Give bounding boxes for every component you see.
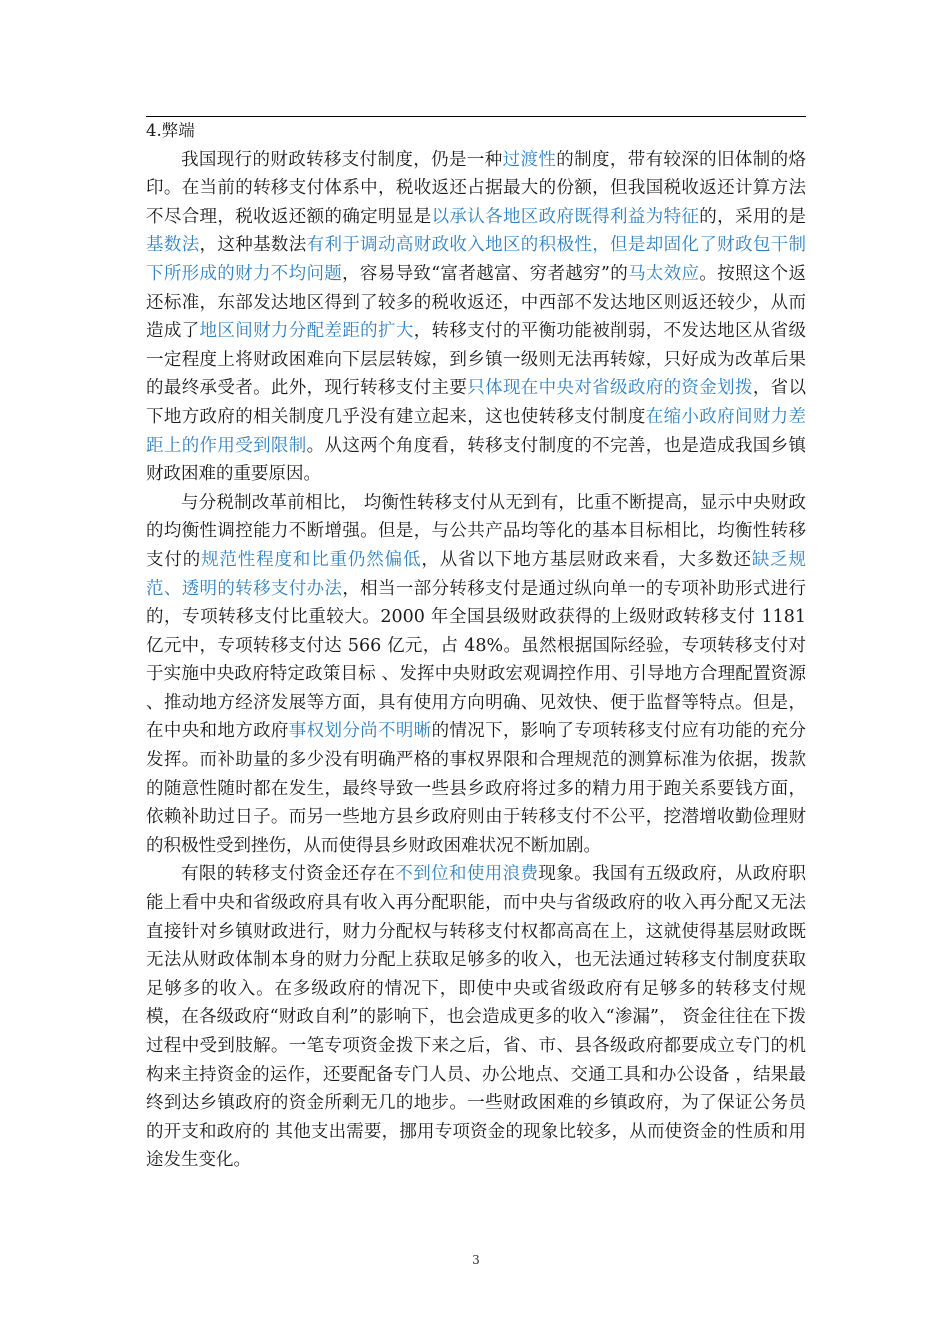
highlighted-phrase: 只体现在中央对省级政府的资金划拨 <box>467 378 753 399</box>
paragraph-1 <box>146 146 806 489</box>
highlighted-phrase: 马太效应 <box>628 263 700 284</box>
highlighted-phrase: 以承认各地区政府既得利益为特征 <box>431 206 700 227</box>
paragraph-2 <box>146 489 806 861</box>
text-run: 的，采用的是 <box>699 206 807 227</box>
text-run: 的情况下，影响了专项转移支付应有功能的充分发挥。而补助量的多少没有明确严格的事权界限和合理规范的测算标准为依据，拨款的随意性随时都在发生，最终导致一些县乡政府将过多的精力用于跑关系要钱方面，依赖补助过日子。而另一些地方县乡政府则由于转移支付不公平，挖潜增收勤俭理财的积极性受到挫伤，从而使得县乡财政困难状况不断加剧。 <box>146 721 807 856</box>
highlighted-phrase: 过渡性 <box>502 149 557 170</box>
text-run: ，从省以下地方基层财政来看，大多数还 <box>421 549 752 570</box>
highlighted-phrase: 在缩小政府间财力差距上的作用受到限制 <box>146 406 807 456</box>
document-page <box>146 0 806 1344</box>
highlighted-phrase: 事权划分尚不明晰 <box>288 721 432 742</box>
highlighted-phrase: 有利于调动高财政收入地区的积极性，但是却固化了财政包干制下所形成的财力不均问题 <box>146 235 807 284</box>
text-run: 有限的转移支付资金还存在 <box>181 864 396 885</box>
text-run: ，相当一部分转移支付是通过纵向单一的专项补助形式进行的，专项转移支付比重较大。2000 年全国县级财政获得的上级财政转移支付 1181 亿元中，专项转移支付达 566 亿元，占 48%。虽然根据国际经验，专项转移支付对于实施中央政府特定政策目标 、发挥中央财政宏观调控作用、引导地方合理配置资源 、推动地方经济发展等方面，具有使用方向明确、见效快、便于监督等特点。但是，在中央和地方政府 <box>146 578 807 742</box>
text-run: 。按照这个返还标准，东部发达地区得到了较多的税收返还，中西部不发达地区则返还较少，从而造成了 <box>146 263 807 342</box>
text-run: 我国现行的财政转移支付制度，仍是一种 <box>181 149 503 170</box>
paragraph-3 <box>146 860 806 1175</box>
text-run: ，省以下地方政府的相关制度几乎没有建立起来，这也使转移支付制度 <box>146 378 807 427</box>
document-body <box>146 117 806 1175</box>
text-run: 的制度，带有较深的旧体制的烙印。在当前的转移支付体系中，税收返还占据最大的份额，但我国税收返还计算方法不尽合理，税收返还额的确定明显是 <box>146 149 807 227</box>
highlighted-phrase: 缺乏规范、透明的转移支付办法 <box>146 549 807 599</box>
highlighted-phrase: 基数法 <box>146 235 200 256</box>
text-run: ，容易导致“富者越富、穷者越穷”的 <box>342 263 629 284</box>
highlighted-phrase: 地区间财力分配差距的扩大 <box>199 321 414 342</box>
highlighted-phrase: 不到位和使用浪费 <box>395 864 539 885</box>
page-number: 3 <box>472 1253 480 1267</box>
text-run: ，这种基数法 <box>199 235 307 256</box>
section-heading: 4.弊端 <box>146 121 195 140</box>
highlighted-phrase: 规范性程度和比重仍然偏低 <box>201 549 422 570</box>
text-run: 现象。我国有五级政府，从政府职能上看中央和省级政府具有收入再分配职能，而中央与省级政府的收入再分配又无法直接针对乡镇财政进行，财力分配权与转移支付权都高高在上，这就使得基层财政既无法从财政体制本身的财力分配上获取足够多的收入，也无法通过转移支付制度获取足够多的收入。在多级政府的情况下，即使中央或省级政府有足够多的转移支付规模，在各级政府“财政自利”的影响下，也会造成更多的收入“渗漏”， 资金往往在下拨过程中受到肢解。一笔专项资金拨下来之后，省、市、县各级政府都要成立专门的机构来主持资金的运作，还要配备专门人员、办公地点、交通工具和办公设备 ，结果最终到达乡镇政府的资金所剩无几的地步。一些财政困难的乡镇政府，为了保证公务员的开支和政府的 其他支出需要，挪用专项资金的现象比较多，从而使资金的性质和用途发生变化。 <box>146 864 807 1171</box>
text-run: ，转移支付的平衡功能被削弱，不发达地区从省级一定程度上将财政困难向下层层转嫁，到乡镇一级则无法再转嫁，只好成为改革后果的最终承受者。此外，现行转移支付主要 <box>146 321 807 399</box>
text-run: 与分税制改革前相比， 均衡性转移支付从无到有，比重不断提高，显示中央财政的均衡性调控能力不断增强。但是，与公共产品均等化的基本目标相比，均衡性转移支付的 <box>146 492 806 570</box>
text-run: 。从这两个角度看，转移支付制度的不完善，也是造成我国乡镇财政困难的重要原因。 <box>146 435 806 485</box>
